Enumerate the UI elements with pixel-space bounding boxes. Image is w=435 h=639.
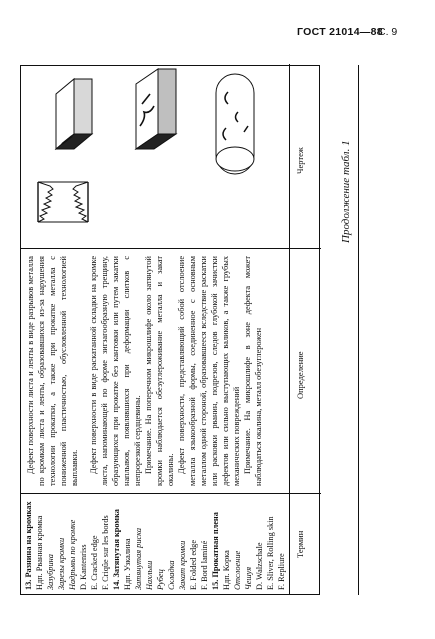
term-line: 15. Прокатная плена: [211, 512, 220, 590]
term-line: Складка: [167, 560, 176, 590]
term-line: 14. Затянутая кромка: [112, 509, 121, 590]
terms-column: [23, 494, 287, 590]
header-rule: [289, 64, 290, 594]
edge-tear-drawing: [38, 182, 88, 222]
term-line: Рубец: [156, 569, 165, 590]
caption-rule: [358, 65, 359, 595]
folded-edge-drawing: [56, 79, 92, 149]
column-header-term: Термин: [295, 530, 305, 558]
standard-number: ГОСТ 21014—88: [297, 26, 383, 38]
term-line: D. Walzschale: [255, 542, 264, 590]
term-line: E. Sliver, Rolling skin: [266, 516, 275, 590]
term-line: 13. Разнина на кромках: [24, 501, 33, 590]
column-header-drawing: Чертеж: [295, 147, 305, 174]
term-line: Ндп. Корка: [222, 550, 231, 590]
defects-table: [20, 65, 320, 595]
page-number: С. 9: [378, 26, 398, 38]
definition-folded-edge: Дефект поверхности в виде раскатанной складки на кромке листа, напоминающей по форме зигзагообразную трещину, образующихся при прокатке без кантовки или путем закатки наплывов, появлявшихся при деформации слитков с непрорезкой сердцевины.: [89, 256, 142, 486]
term-line: Отслоение: [233, 550, 242, 590]
note-rolling-sliver: Примечание. На микрошлифе в зоне дефекта может наблюдаться окалина, металл обезуглерожен: [243, 256, 263, 486]
term-line: Ндп. Рванная кромка: [35, 515, 44, 590]
term-line: F. Repliure: [277, 553, 286, 590]
term-line: Закат кромки: [178, 540, 187, 590]
definition-edge-tear: Дефект поверхности листа и ленты в виде разрывов металла по кромкам листа и ленты, образовавшихся из-за нарушения технологии прокатки, а также при прокатке металла с пониженной пластичностью, обусловленной технологией выплавки.: [26, 256, 79, 486]
term-line: Затянутая риска: [134, 528, 143, 590]
rotated-table-page: [20, 65, 365, 595]
drawings-column: [26, 66, 286, 244]
term-line: F. Criqûe sur les bords: [101, 515, 110, 590]
term-line: Надрывы по кромке: [68, 519, 77, 590]
column-divider: [21, 248, 321, 249]
term-line: E. Cracked edge: [90, 535, 99, 590]
definitions-column: [23, 256, 264, 486]
column-header-definition: Определение: [295, 351, 305, 399]
definition-rolling-sliver: Дефект поверхности, представляющий собой отслоение металла языкообразной формы, соединенное с основным металлом одной стороной, образовавшееся вследствие раскатки или расковки рванин, подрезов, следов глубокой зачистки дефектов или сильно выступающих валиков, а также грубых механических повреждений: [177, 256, 241, 486]
term-line: Зарезы кромки: [57, 537, 66, 590]
term-line: Чешуя: [244, 566, 253, 590]
term-line: Нахлыш: [145, 560, 154, 590]
rod-sliver-drawing: [216, 74, 254, 174]
term-line: E. Folded edge: [189, 539, 198, 590]
page-header: [0, 26, 435, 42]
note-folded-edge: Примечание. На поперечном микрошлифе около затянутой кромки наблюдается обезуглероживание металла и закат окалины.: [144, 256, 175, 486]
term-line: F. Bord laminé: [200, 540, 209, 590]
term-line: D. Kantenriss: [79, 544, 88, 590]
term-line: Зазубрина: [46, 554, 55, 590]
rolling-sliver-drawing: [136, 69, 176, 149]
term-line: Ндп. Узкалина: [123, 538, 132, 590]
table-continuation-caption: Продолжение табл. 1: [340, 140, 352, 243]
